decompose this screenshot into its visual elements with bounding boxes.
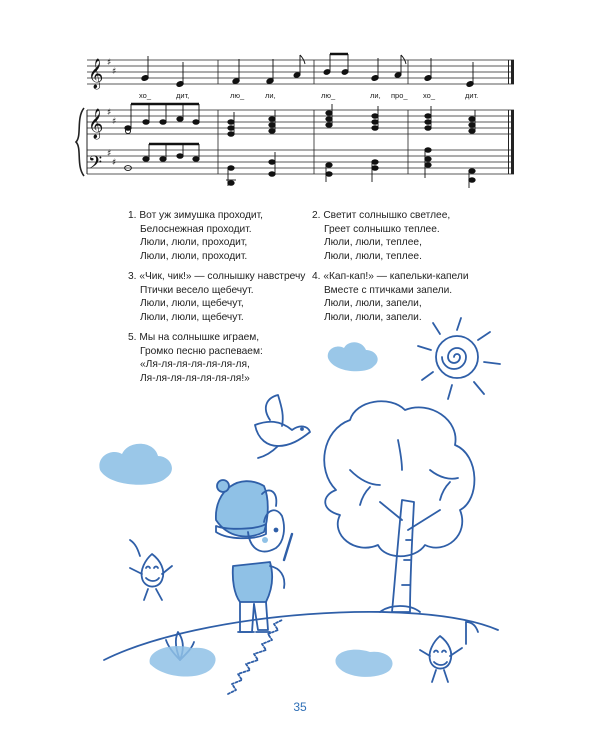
- puddle-right: [335, 650, 392, 677]
- drop-character-left: [130, 540, 172, 600]
- puddle-left: [150, 646, 216, 677]
- verse-4: 4. «Кап-кап!» — капельки-капели Вместе с птичками запели. Люли, люли, запели, Люли, люли, запели.: [312, 271, 469, 323]
- svg-text:♯: ♯: [107, 108, 112, 118]
- bass-clef-icon: 𝄢: [88, 153, 103, 178]
- svg-text:♯: ♯: [107, 149, 112, 159]
- cloud-icon: [99, 342, 377, 484]
- dove-icon: [255, 395, 310, 458]
- svg-text:♯: ♯: [112, 158, 117, 168]
- svg-text:лю_: лю_: [321, 91, 336, 100]
- svg-text:дит,: дит,: [176, 91, 190, 100]
- svg-text:♯: ♯: [112, 67, 117, 77]
- svg-text:лю_: лю_: [230, 91, 245, 100]
- sun-icon: [418, 318, 500, 399]
- boy-figure: [216, 480, 292, 632]
- svg-text:ли,: ли,: [265, 91, 276, 100]
- music-note-icon: [466, 622, 478, 644]
- treble-clef-icon: 𝄞: [88, 59, 104, 89]
- svg-text:дит.: дит.: [465, 91, 479, 100]
- drop-character-right: [420, 636, 462, 682]
- page-number: 35: [293, 700, 307, 714]
- svg-text:про_: про_: [391, 91, 408, 100]
- verse-3: 3. «Чик, чик!» — солнышку навстречу Птички весело щебечут. Люли, люли, щебечут, Люли, люли, щебечут.: [128, 271, 306, 323]
- treble-clef-icon: 𝄞: [88, 109, 104, 139]
- svg-text:♯: ♯: [112, 117, 117, 127]
- stream: [228, 620, 282, 694]
- birch-tree: [324, 401, 474, 612]
- svg-text:хо_: хо_: [423, 91, 436, 100]
- verse-5: 5. Мы на солнышке играем, Громко песню распеваем: «Ля-ля-ля-ля-ля-ля-ля, Ля-ля-ля-ля-ля-ля-ля!»: [128, 332, 263, 384]
- svg-text:♯: ♯: [107, 58, 112, 68]
- verse-2: 2. Светит солнышко светлее, Греет солнышко теплее. Люли, люли, теплее, Люли, люли, теплее.: [312, 210, 451, 262]
- verse-1: 1. Вот уж зимушка проходит, Белоснежная проходит. Люли, люли, проходит, Люли, люли, проходит.: [128, 210, 263, 262]
- svg-text:хо_: хо_: [139, 91, 152, 100]
- svg-text:ли,: ли,: [370, 91, 381, 100]
